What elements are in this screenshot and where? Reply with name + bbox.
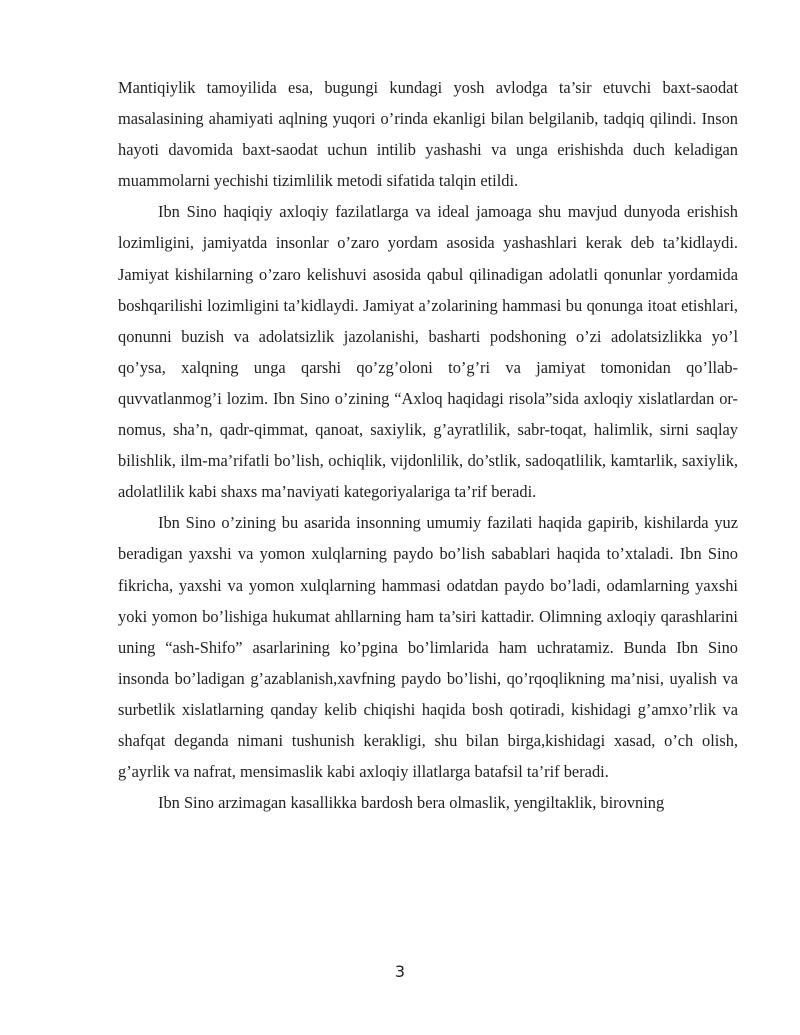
paragraph-1: Mantiqiylik tamoyilida esa, bugungi kundagi yosh avlodga ta’sir etuvchi baxt-saodat masalasining ahamiyati aqlning yuqori o’rinda ekanligi bilan belgilanib, tadqiq qilindi. Inson hayoti davomida baxt-saodat uchun intilib yashashi va unga erishishda duch keladigan muammolarni yechishi tizimlilik metodi sifatida talqin etildi.	[118, 78, 738, 191]
body-text	[118, 72, 738, 818]
paragraph-3: Ibn Sino o’zining bu asarida insonning umumiy fazilati haqida gapirib, kishilarda yuz beradigan yaxshi va yomon xulqlarning paydo bo’lish sabablari haqida to’xtaladi. Ibn Sino fikricha, yaxshi va yomon xulqlarning hammasi odatdan paydo bo’ladi, odamlarning yaxshi yoki yomon bo’lishiga hukumat ahllarning ham ta’siri kattadir. Olimning axloqiy qarashlarini uning “ash-Shifo” asarlarining ko’pgina bo’limlarida ham uchratamiz. Bunda Ibn Sino insonda bo’ladigan g’azablanish,xavfning paydo bo’lishi, qo’rqoqlikning ma’nisi, uyalish va surbetlik xislatlarning qanday kelib chiqishi haqida bosh qotiradi, kishidagi g’amxo’rlik va shafqat deganda nimani tushunish kerakligi, shu bilan birga,kishidagi xasad, o’ch olish, g’ayrlik va nafrat, mensimaslik kabi axloqiy illatlarga batafsil ta’rif beradi.	[118, 513, 738, 782]
page-number: 3	[394, 962, 406, 981]
paragraph-2: Ibn Sino haqiqiy axloqiy fazilatlarga va ideal jamoaga shu mavjud dunyoda erishish lozimligini, jamiyatda insonlar o’zaro yordam asosida yashashlari kerak deb ta’kidlaydi. Jamiyat kishilarning o’zaro kelishuvi asosida qabul qilinadigan adolatli qonunlar yordamida boshqarilishi lozimligini ta’kidlaydi. Jamiyat a’zolarining hammasi bu qonunga itoat etishlari, qonunni buzish va adolatsizlik jazolanishi, basharti podshoning o’zi adolatsizlikka yo’l qo’ysa, xalqning unga qarshi qo’zg’oloni to’g’ri va jamiyat tomonidan qo’llab-quvvatlanmog’i lozim. Ibn Sino o’zining “Axloq haqidagi risola”sida axloqiy xislatlardan or-nomus, sha’n, qadr-qimmat, qanoat, saxiylik, g’ayratlilik, sabr-toqat, halimlik, sirni saqlay bilishlik, ilm-ma’rifatli bo’lish, ochiqlik, vijdonlilik, do’stlik, sadoqatlilik, kamtarlik, saxiylik, adolatlilik kabi shaxs ma’naviyati kategoriyalariga ta’rif beradi.	[118, 202, 738, 502]
paragraph-4: Ibn Sino arzimagan kasallikka bardosh bera olmaslik, yengiltaklik, birovning	[158, 793, 665, 813]
